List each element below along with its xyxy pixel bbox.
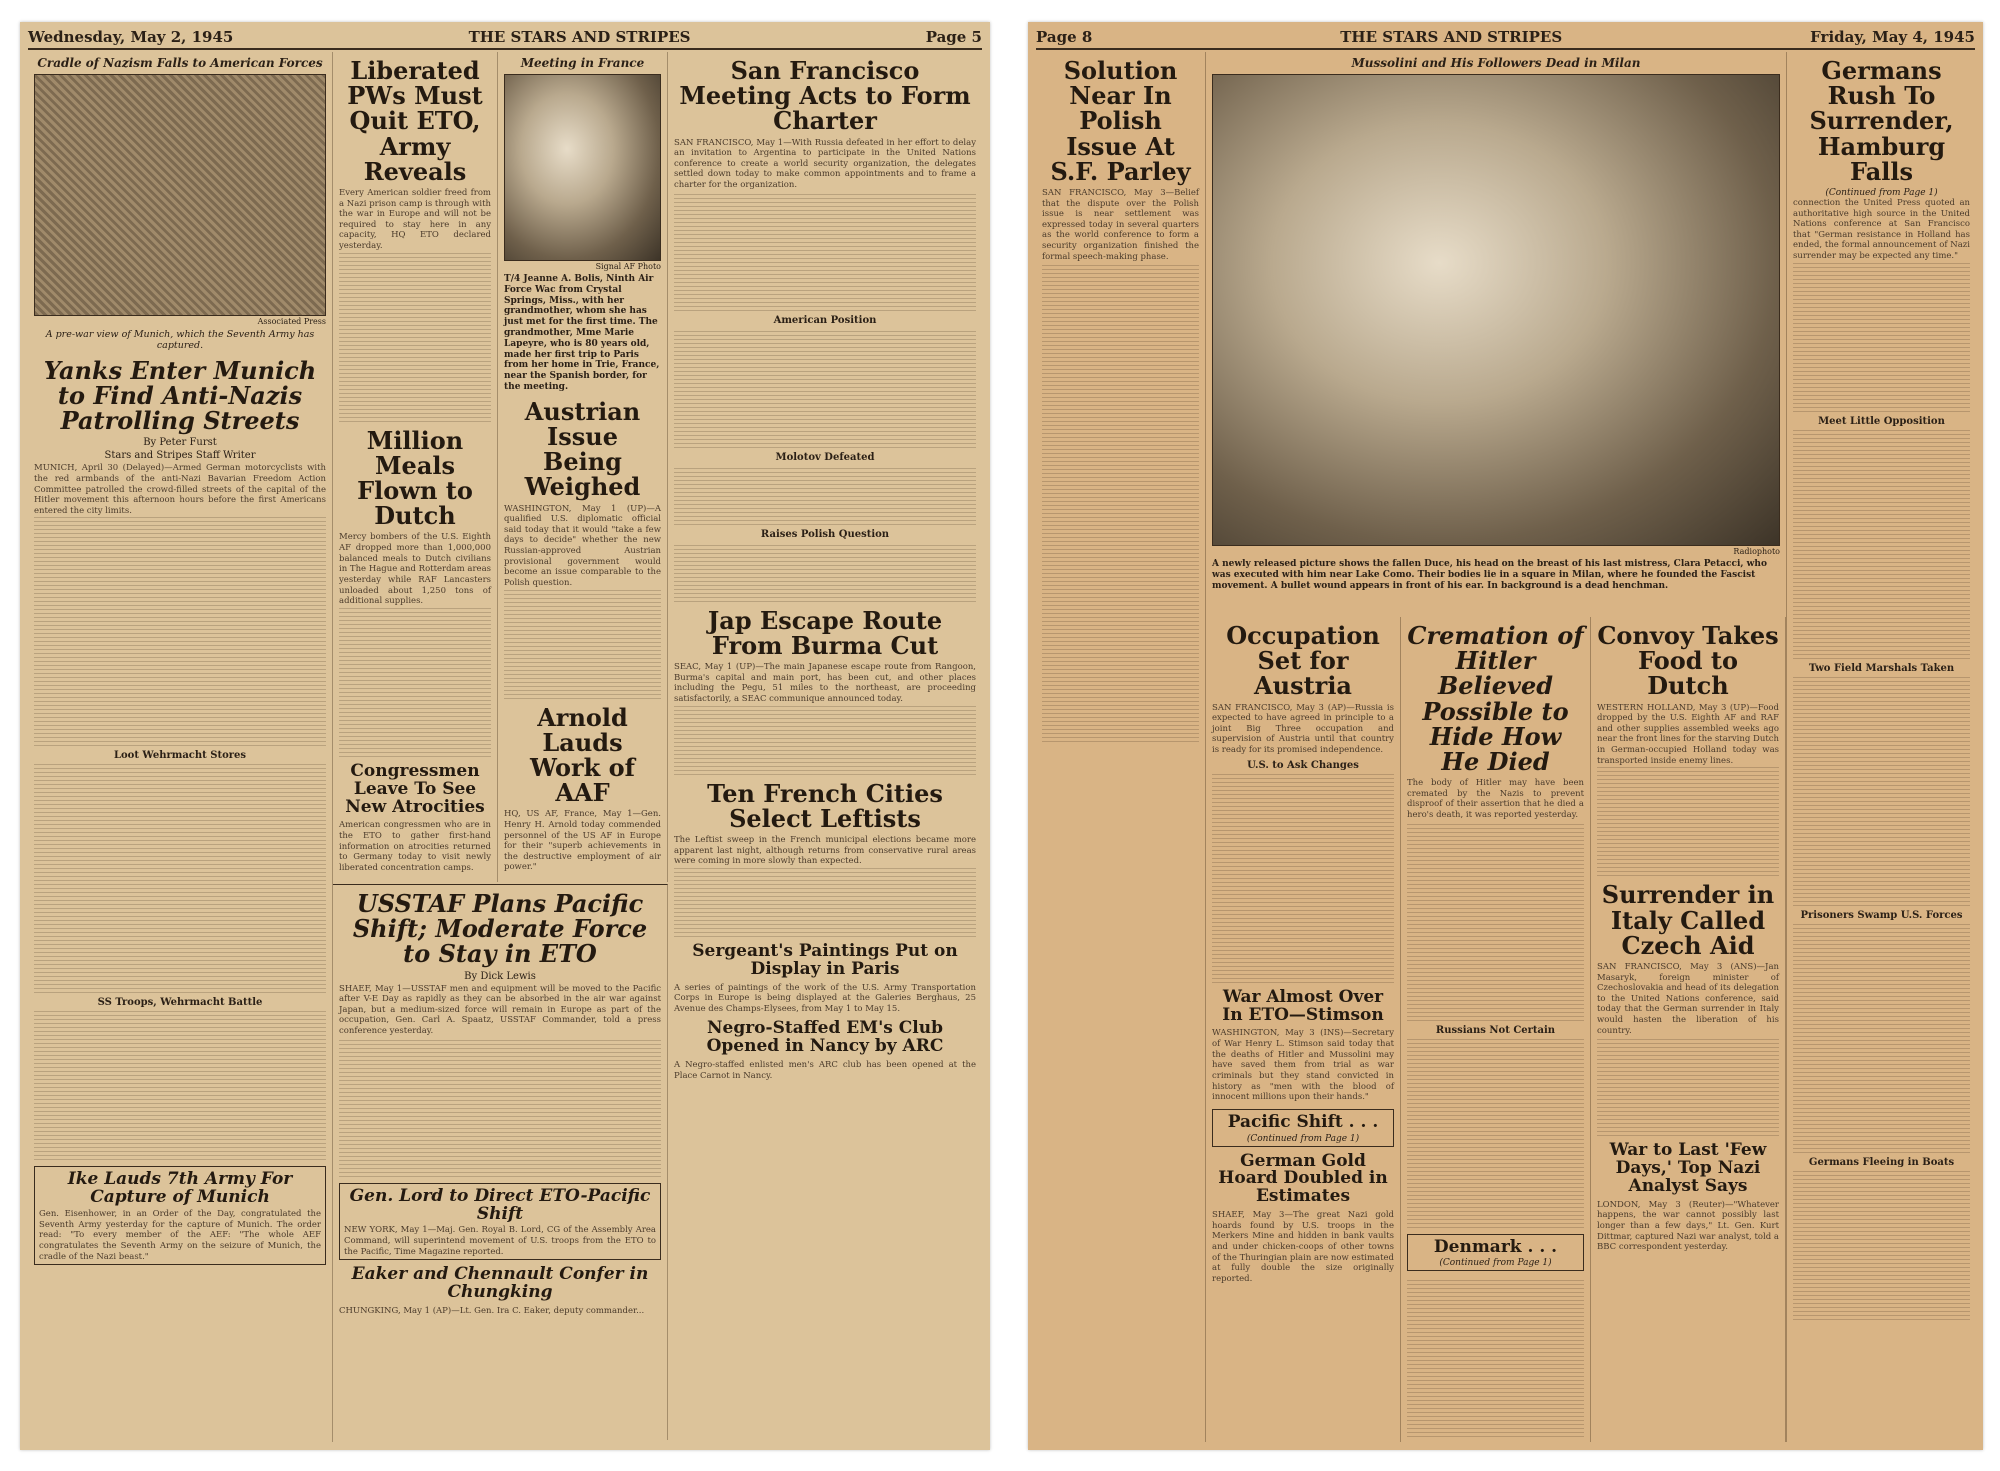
austria-headline: Austrian Issue Being Weighed — [524, 396, 641, 502]
meals-body-text — [339, 607, 491, 757]
munich-photo-caption: A pre-war view of Munich, which the Seventh Army has captured. — [45, 329, 315, 352]
mussolini-photo-credit: Radiophoto — [1733, 547, 1780, 556]
polish-lead: SAN FRANCISCO, May 3—Belief that the dispute over the Polish issue is near settlement was expressed today in several quarters as the world conference to form a security organization finished the formal speech-making phase. — [1042, 187, 1199, 262]
munich-photo — [34, 74, 326, 316]
pws-lead: Every American soldier freed from a Nazi prison camp is through with the war in Europe and will not be required to stay here in any capacity, HQ ETO declared yesterday. — [339, 187, 491, 252]
munich-column — [28, 52, 333, 1442]
french-headline: Ten French Cities Select Leftists — [707, 778, 943, 833]
pws-column — [333, 52, 498, 882]
hamburg-subhead-1: Meet Little Opposition — [1818, 415, 1945, 427]
mussolini-photo — [1212, 74, 1780, 546]
right-masthead-date: Friday, May 4, 1945 — [1810, 28, 1975, 46]
right-newspaper-page — [1028, 22, 1983, 1450]
munich-byline: By Peter Furst — [143, 437, 217, 449]
lord-box — [339, 1183, 661, 1261]
polish-column — [1036, 52, 1206, 1442]
arnold-headline: Arnold Lauds Work of AAF — [530, 702, 635, 808]
hamburg-body-text-5 — [1793, 1170, 1970, 1320]
munich-subhead-loot: Loot Wehrmacht Stores — [113, 750, 247, 762]
austria-occ-column — [1206, 617, 1401, 1442]
left-masthead-date: Wednesday, May 2, 1945 — [28, 28, 234, 46]
mussolini-block — [1206, 52, 1786, 612]
paintings-lead: A series of paintings of the work of the U.S. Army Transportation Corps in Europe is being displayed at the Galeries Berghaus, 25 Avenue des Champs-Elysees, from May 1 to May 15. — [674, 982, 976, 1014]
arnold-lead: HQ, US AF, France, May 1—Gen. Henry H. Arnold today commended personnel of the US AF in Europe for their "superb achievements in the destructive employment of air power." — [504, 809, 661, 873]
pws-headline: Liberated PWs Must Quit ETO, Army Reveals — [347, 56, 483, 186]
molotov-subhead: Molotov Defeated — [775, 451, 875, 463]
hamburg-continued: (Continued from Page 1) — [1825, 187, 1938, 198]
ike-headline: Ike Lauds 7th Army For Capture of Munich — [67, 1169, 293, 1208]
polish-body-text — [1042, 262, 1199, 742]
negro-lead: A Negro-staffed enlisted men's ARC club has been opened at the Place Carnot in Nancy. — [674, 1060, 976, 1081]
convoy-lead: WESTERN HOLLAND, May 3 (UP)—Food dropped by the U.S. Eighth AF and RAF and other supplies assembled weeks ago near the front lines for the starving Dutch in German-occupied Holland today was transported inside enemy lines. — [1597, 702, 1779, 766]
meals-headline: Million Meals Flown to Dutch — [357, 425, 473, 531]
polish-headline: Solution Near In Polish Issue At S.F. Parley — [1050, 56, 1191, 186]
mussolini-kicker: Mussolini and His Followers Dead in Milan — [1351, 56, 1641, 70]
sanfran-lead: SAN FRANCISCO, May 1—With Russia defeated in her effort to delay an invitation to Argentina to participate in the United Nations conference to create a world security organization, the delegates settled down today to make common appointments and to frame a charter for the organization. — [674, 137, 976, 191]
eaker-headline: Eaker and Chennault Confer in Chungking — [351, 1264, 649, 1303]
sanfran-body-text — [674, 191, 976, 311]
convoy-body-text — [1597, 766, 1779, 876]
munich-subhead-ss: SS Troops, Wehrmacht Battle — [97, 997, 263, 1009]
hamburg-body-text-4 — [1793, 923, 1970, 1153]
war-almost-headline: War Almost Over In ETO—Stimson — [1222, 986, 1384, 1025]
gold-lead: SHAEF, May 3—The great Nazi gold hoards found by U.S. troops in the Merkers Mine and hidden in bank vaults and under chicken-coops of other towns of the Thuringian plain are now estimated at fully double the size originally reported. — [1212, 1210, 1394, 1284]
last-days-headline: War to Last 'Few Days,' Top Nazi Analyst Says — [1609, 1140, 1767, 1196]
hitler-subhead: Russians Not Certain — [1435, 1024, 1556, 1036]
austria-occ-subhead: U.S. to Ask Changes — [1247, 759, 1359, 771]
war-almost-lead: WASHINGTON, May 3 (INS)—Secretary of War Henry L. Stimson said today that the deaths of Hitler and Mussolini may have saved them from trial as war criminals but they stand convicted in history as "men with the blood of innocent millions upon their hands." — [1212, 1028, 1394, 1103]
hamburg-subhead-3: Prisoners Swamp U.S. Forces — [1800, 909, 1963, 921]
french-body-text — [674, 867, 976, 937]
denmark-body-text — [1407, 1277, 1584, 1437]
meeting-photo — [504, 74, 661, 261]
jap-body-text — [674, 705, 976, 775]
ike-lead: Gen. Eisenhower, in an Order of the Day, congratulated the Seventh Army yesterday for the capture of Munich. The order read: "To every member of the AEF: "The whole AEF congratulates the Seventh Army on the seizure of Munich, the cradle of the Nazi beast." — [39, 1209, 321, 1262]
meals-lead: Mercy bombers of the U.S. Eighth AF dropped more than 1,000,000 balanced meals to Dutch civilians in The Hague and Rotterdam areas yesterday while RAF Lancasters unloaded about 1,250 tons of additional supplies. — [339, 532, 491, 607]
mussolini-photo-caption: A newly released picture shows the fallen Duce, his head on the breast of his last mistress, Clara Petacci, who was executed with him near Lake Como. Their bodies lie in a square in Milan, where he founded the Fascist movement. A bullet wound appears in front of his ear. In background is a dead henchman. — [1212, 559, 1767, 591]
hitler-body-text-2 — [1407, 1038, 1584, 1228]
sanfran-body-text-2 — [674, 328, 976, 448]
congress-headline: Congressmen Leave To See New Atrocities — [345, 760, 485, 817]
hamburg-subhead-2: Two Field Marshals Taken — [1808, 662, 1955, 674]
left-masthead-paper: THE STARS AND STRIPES — [468, 28, 691, 46]
denmark-box — [1407, 1234, 1584, 1272]
left-newspaper-page — [20, 22, 990, 1450]
munich-kicker: Cradle of Nazism Falls to American Forces — [37, 56, 323, 70]
hamburg-lead: connection the United Press quoted an authoritative high source in the United Nations conference at San Francisco that "German resistance in Holland has ended, the formal announcement of Nazi surrender may be expected any time." — [1793, 197, 1970, 262]
austria-occ-lead: SAN FRANCISCO, May 3 (AP)—Russia is expected to have agreed in principle to a joint Big Three occupation and supervision of Austria until that country is ready for its promised independence. — [1212, 702, 1394, 756]
austria-occ-headline: Occupation Set for Austria — [1226, 621, 1380, 701]
czech-headline: Surrender in Italy Called Czech Aid — [1601, 880, 1775, 960]
czech-lead: SAN FRANCISCO, May 3 (ANS)—Jan Masaryk, foreign minister of Czechoslovakia and head of its delegation to the United Nations conference, said today that the German surrender in Italy would hasten the liberation of his country. — [1597, 961, 1779, 1036]
hitler-headline: Cremation of Hitler Believed Possible to Hide How He Died — [1407, 621, 1584, 776]
munich-headline: Yanks Enter Munich to Find Anti-Nazis Patrolling Streets — [43, 355, 317, 436]
hamburg-column — [1786, 52, 1976, 1442]
austria-body-text — [504, 589, 661, 699]
hitler-body-text — [1407, 821, 1584, 1021]
left-masthead-page: Page 5 — [925, 28, 982, 46]
hitler-lead: The body of Hitler may have been cremated by the Nazis to prevent disproof of their assertion that he died a hero's death, it was reported yesterday. — [1407, 778, 1584, 820]
right-masthead — [1036, 26, 1975, 50]
ustaff-byline: By Dick Lewis — [464, 970, 536, 982]
paintings-headline: Sergeant's Paintings Put on Display in Paris — [692, 940, 958, 979]
munich-lead: MUNICH, April 30 (Delayed)—Armed German motorcyclists with the red armbands of the anti-Nazi Bavarian Freedom Action Committee patrolled the crowd-filled streets of the capital of the Hitler movement this afternoon hours before the first Americans entered the city limits. — [34, 463, 326, 516]
congress-lead: American congressmen who are in the ETO to gather first-hand information on atrocities returned to Germany today to visit newly liberated concentration camps. — [339, 820, 491, 873]
negro-headline: Negro-Staffed EM's Club Opened in Nancy by ARC — [706, 1018, 944, 1057]
pacific-shift-box — [1212, 1109, 1394, 1147]
jap-headline: Jap Escape Route From Burma Cut — [707, 605, 943, 660]
meeting-photo-credit: Signal AF Photo — [595, 262, 661, 271]
meeting-column — [498, 52, 668, 882]
french-lead: The Leftist sweep in the French municipal elections became more apparent last night, although returns from conservative rural areas were coming in more slowly than expected. — [674, 834, 976, 867]
convoy-column — [1591, 617, 1786, 1442]
munich-photo-credit: Associated Press — [257, 317, 326, 326]
denmark-continued: (Continued from Page 1) — [1439, 1258, 1552, 1269]
hitler-column — [1401, 617, 1591, 1442]
hamburg-body-text-3 — [1793, 676, 1970, 906]
convoy-headline: Convoy Takes Food to Dutch — [1597, 621, 1779, 701]
austria-occ-body-text — [1212, 773, 1394, 983]
meeting-photo-caption: T/4 Jeanne A. Bolis, Ninth Air Force Wac from Crystal Springs, Miss., with her grandmother, whom she has just met for the first time. The grandmother, Mme Marie Lapeyre, who is 80 years old, made her first trip to Paris from her home in Trie, France, near the Spanish border, for the meeting. — [504, 274, 660, 392]
munich-body-text — [34, 516, 326, 746]
munich-body-text-3 — [34, 1010, 326, 1160]
eaker-lead: CHUNGKING, May 1 (AP)—Lt. Gen. Ira C. Eaker, deputy commander... — [339, 1305, 645, 1316]
sanfran-subhead: American Position — [773, 314, 877, 326]
sanfran-column — [668, 52, 982, 1442]
molotov-body-text — [674, 465, 976, 525]
molotov-subhead-2: Raises Polish Question — [760, 528, 890, 540]
molotov-body-text-2 — [674, 542, 976, 602]
lord-lead: NEW YORK, May 1—Maj. Gen. Royal B. Lord, CG of the Assembly Area Command, will superintend movement of U.S. troops from the ETO to the Pacific, Time Magazine reported. — [344, 1225, 656, 1257]
jap-lead: SEAC, May 1 (UP)—The main Japanese escape route from Rangoon, Burma's capital and main port, has been cut, and other places including the Pegu, 51 miles to the northeast, are proceeding satisfactorily, a SEAC communique announced today. — [674, 662, 976, 704]
hamburg-body-text — [1793, 262, 1970, 412]
ustaff-body-text — [339, 1037, 661, 1177]
pacific-shift-continued: (Continued from Page 1) — [1246, 1133, 1360, 1144]
gold-headline: German Gold Hoard Doubled in Estimates — [1218, 1150, 1388, 1207]
denmark-headline: Denmark . . . — [1433, 1236, 1558, 1257]
right-masthead-page: Page 8 — [1036, 28, 1093, 46]
right-masthead-paper: THE STARS AND STRIPES — [1340, 28, 1563, 46]
last-days-lead: LONDON, May 3 (Reuter)—"Whatever happens, the war cannot possibly last longer than a few days," Lt. Gen. Kurt Dittmar, captured Nazi war analyst, told a BBC correspondent yesterday. — [1597, 1199, 1779, 1253]
czech-body-text — [1597, 1036, 1779, 1136]
pws-body-text — [339, 252, 491, 422]
meeting-kicker: Meeting in France — [520, 56, 645, 70]
munich-body-text-2 — [34, 763, 326, 993]
austria-lead: WASHINGTON, May 1 (UP)—A qualified U.S. diplomatic official said today that it would "take a few days to decide" whether the new Russian-approved Austrian provisional government would become an issue comparable to the Polish question. — [504, 503, 661, 588]
ustaff-headline: USSTAF Plans Pacific Shift; Moderate Force to Stay in ETO — [352, 889, 648, 969]
hamburg-headline: Germans Rush To Surrender, Hamburg Falls — [1809, 56, 1954, 186]
left-masthead — [28, 26, 982, 50]
sanfran-headline: San Francisco Meeting Acts to Form Charter — [679, 56, 971, 136]
ustaff-story — [333, 884, 668, 1440]
ike-box — [34, 1166, 326, 1265]
ustaff-lead: SHAEF, May 1—USSTAF men and equipment will be moved to the Pacific after V-E Day as rapidly as they can be absorbed in the air war against Japan, but a medium-sized force will remain in Europe as part of the occupation, Gen. Carl A. Spaatz, USSTAF Commander, told a press conference yesterday. — [339, 983, 661, 1037]
munich-byline-sub: Stars and Stripes Staff Writer — [104, 450, 256, 462]
lord-headline: Gen. Lord to Direct ETO-Pacific Shift — [349, 1185, 651, 1224]
hamburg-subhead-4: Germans Fleeing in Boats — [1808, 1156, 1955, 1168]
pacific-shift-headline: Pacific Shift . . . — [1227, 1111, 1379, 1132]
hamburg-body-text-2 — [1793, 429, 1970, 659]
